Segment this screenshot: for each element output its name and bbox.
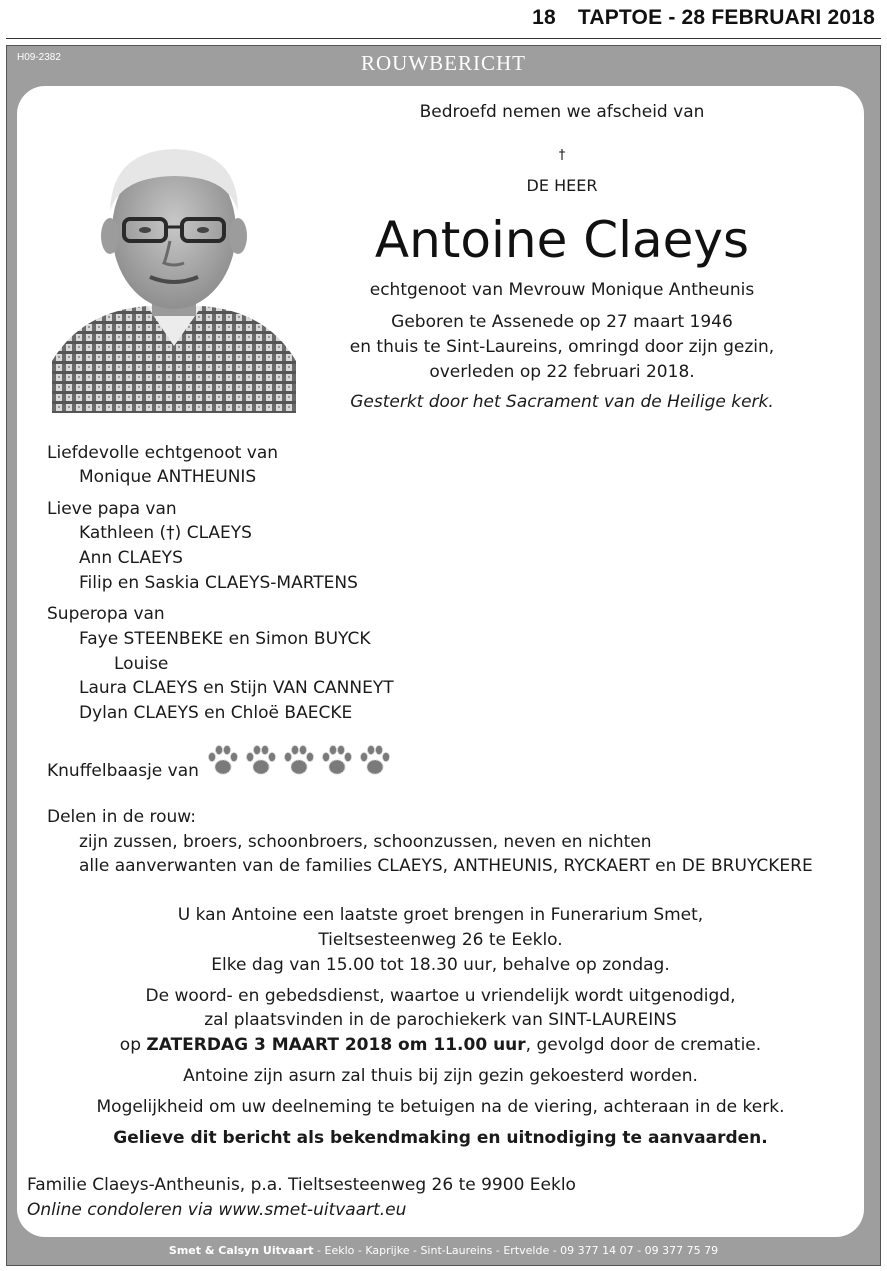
request-line: Gelieve dit bericht als bekendmaking en uitnodiging te aanvaarden. [113, 1128, 768, 1148]
family-address: Familie Claeys-Antheunis, p.a. Tieltsesteenweg 26 te 9900 Eeklo [27, 1175, 576, 1195]
funeral-home-name: Smet & Calsyn Uitvaart [168, 1244, 314, 1257]
newspaper-masthead [532, 6, 875, 30]
urn-line: Antoine zijn asurn zal thuis bij zijn gezin gekoesterd worden. [183, 1066, 698, 1086]
paw-print-icon [207, 744, 239, 778]
child-name: Kathleen (†) CLAEYS [79, 523, 252, 543]
child-name: Ann CLAEYS [79, 548, 183, 568]
funeral-home-details: - Eeklo - Kaprijke - Sint-Laureins - Ertvelde - 09 377 14 07 - 09 377 75 79 [313, 1244, 719, 1257]
condolence-line: Mogelijkheid om uw deelneming te betuigen na de viering, achteraan in de kerk. [96, 1097, 785, 1117]
deceased-title: DE HEER [526, 176, 598, 195]
intro-line: Bedroefd nemen we afscheid van [419, 102, 705, 122]
paw-prints [207, 744, 392, 780]
visitation-hours: Elke dag van 15.00 tot 18.30 uur, behalve op zondag. [211, 955, 670, 975]
obituary-card [17, 86, 864, 1237]
birth-line: Geboren te Assenede op 27 maart 1946 [391, 312, 733, 332]
portrait-photo [52, 131, 296, 413]
visitation-line: U kan Antoine een laatste groet brengen in Funerarium Smet, [177, 905, 704, 925]
death-line: overleden op 22 februari 2018. [429, 362, 695, 382]
pets-label: Knuffelbaasje van [47, 761, 199, 781]
mourning-line: alle aanverwanten van de families CLAEYS, ANTHEUNIS, RYCKAERT en DE BRUYCKERE [79, 856, 813, 876]
paw-print-icon [359, 744, 391, 778]
service-invitation: De woord- en gebedsdienst, waartoe u vriendelijk wordt uitgenodigd, [145, 986, 736, 1006]
mourning-line: zijn zussen, broers, schoonbroers, schoonzussen, neven en nichten [79, 832, 652, 852]
grandchild-couple: Faye STEENBEKE en Simon BUYCK [79, 629, 371, 649]
child-name: Filip en Saskia CLAEYS-MARTENS [79, 573, 358, 593]
spouse-line: echtgenoot van Mevrouw Monique Antheunis [369, 280, 755, 300]
spouse-label: Liefdevolle echtgenoot van [47, 443, 279, 463]
obituary-ad [6, 45, 881, 1266]
deceased-name: Antoine Claeys [374, 211, 750, 269]
ad-category-label: ROUWBERICHT [361, 51, 526, 75]
great-grandchild-name: Louise [114, 654, 169, 674]
service-datetime-prefix: op [119, 1035, 147, 1055]
visitation-address: Tieltsesteenweg 26 te Eeklo. [318, 930, 563, 950]
paw-print-icon [283, 744, 315, 778]
cross-symbol: † [558, 148, 566, 163]
service-date: ZATERDAG 3 MAART 2018 om 11.00 uur [146, 1035, 526, 1055]
page-number: 18 [532, 6, 556, 29]
service-datetime-suffix: , gevolgd door de crematie. [525, 1035, 762, 1055]
paw-print-icon [321, 744, 353, 778]
online-condolence-link[interactable]: Online condoleren via www.smet-uitvaart.eu [27, 1200, 407, 1220]
sacrament-line: Gesterkt door het Sacrament van de Heilige kerk. [350, 392, 774, 412]
home-line: en thuis te Sint-Laureins, omringd door zijn gezin, [349, 337, 775, 357]
funeral-home-footer [7, 1244, 880, 1257]
newspaper-title: TAPTOE - 28 FEBRUARI 2018 [577, 6, 875, 29]
grandchild-couple: Dylan CLAEYS en Chloë BAECKE [79, 703, 353, 723]
masthead-divider [6, 38, 881, 39]
children-label: Lieve papa van [47, 499, 177, 519]
service-location: zal plaatsvinden in de parochiekerk van SINT-LAUREINS [204, 1010, 677, 1030]
grandchildren-label: Superopa van [47, 604, 165, 624]
mourning-label: Delen in de rouw: [47, 807, 196, 827]
spouse-name: Monique ANTHEUNIS [79, 467, 257, 487]
service-datetime [37, 1035, 844, 1055]
paw-print-icon [245, 744, 277, 778]
ad-code: H09-2382 [17, 52, 61, 63]
grandchild-couple: Laura CLAEYS en Stijn VAN CANNEYT [79, 678, 394, 698]
